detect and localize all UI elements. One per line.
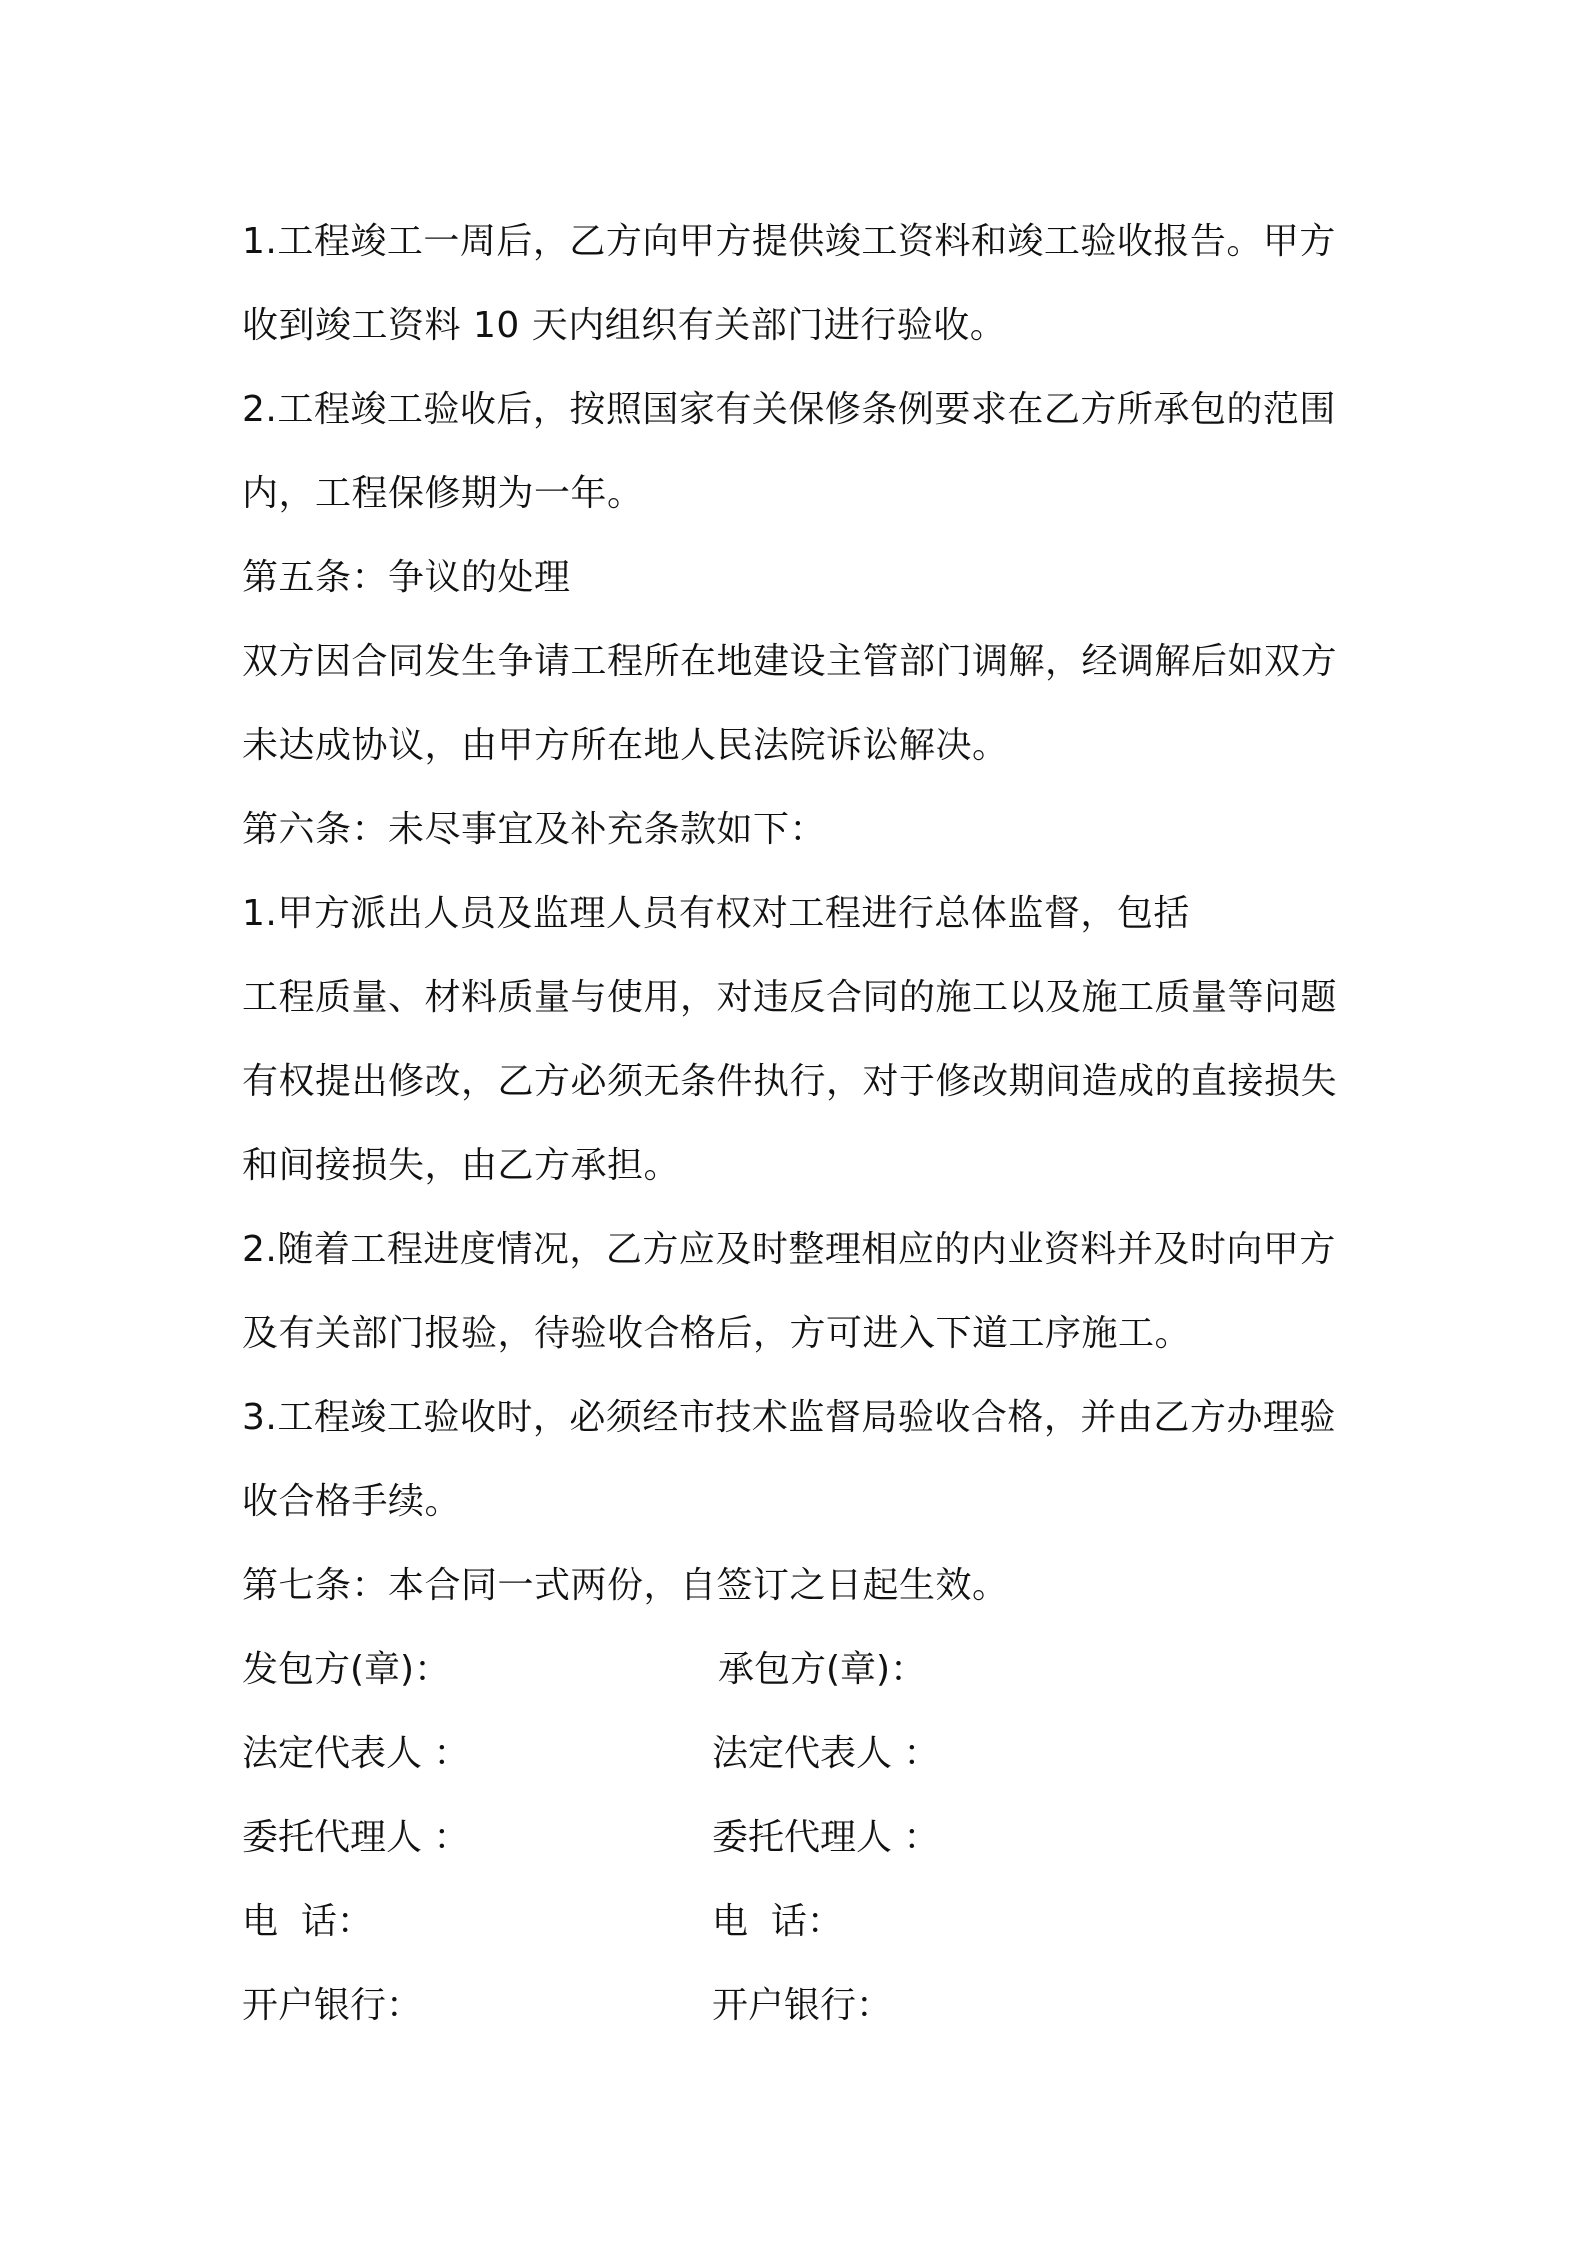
signature-row-phone bbox=[242, 1880, 1362, 1964]
paragraph-line: 双方因合同发生争请工程所在地建设主管部门调解，经调解后如双方 bbox=[242, 641, 1338, 682]
section-heading: 第五条：争议的处理 bbox=[242, 557, 571, 598]
contractor-bank-label: 开户银行： bbox=[712, 1985, 893, 2026]
paragraph-line: 3.工程竣工验收时，必须经市技术监督局验收合格，并由乙方办理验 bbox=[242, 1397, 1336, 1438]
section-heading: 第六条：未尽事宜及补充条款如下： bbox=[242, 809, 827, 850]
signature-row-agent bbox=[242, 1796, 1362, 1880]
paragraph-line: 收到竣工资料 10 天内组织有关部门进行验收。 bbox=[242, 305, 1007, 346]
paragraph-line: 工程质量、材料质量与使用，对违反合同的施工以及施工质量等问题 bbox=[242, 977, 1338, 1018]
paragraph-line: 内，工程保修期为一年。 bbox=[242, 473, 644, 514]
contractor-legal-rep-label: 法定代表人 ： bbox=[712, 1733, 940, 1774]
employer-agent-label: 委托代理人 ： bbox=[242, 1817, 470, 1858]
paragraph-line: 及有关部门报验，待验收合格后，方可进入下道工序施工。 bbox=[242, 1313, 1192, 1354]
signature-row-legal-rep bbox=[242, 1712, 1362, 1796]
paragraph-line: 2.随着工程进度情况，乙方应及时整理相应的内业资料并及时向甲方 bbox=[242, 1229, 1336, 1270]
signature-row-seal bbox=[242, 1628, 1362, 1712]
contractor-agent-label: 委托代理人 ： bbox=[712, 1817, 940, 1858]
document-body bbox=[242, 200, 1362, 2048]
paragraph-line: 收合格手续。 bbox=[242, 1481, 462, 1522]
paragraph-line: 有权提出修改，乙方必须无条件执行，对于修改期间造成的直接损失 bbox=[242, 1061, 1338, 1102]
section-heading: 第七条：本合同一式两份，自签订之日起生效。 bbox=[242, 1565, 1009, 1606]
contractor-phone-label: 电 话： bbox=[712, 1901, 843, 1942]
employer-phone-label: 电 话： bbox=[242, 1901, 373, 1942]
paragraph-line: 1.工程竣工一周后，乙方向甲方提供竣工资料和竣工验收报告。甲方 bbox=[242, 221, 1336, 262]
employer-legal-rep-label: 法定代表人 ： bbox=[242, 1733, 470, 1774]
paragraph-line: 1.甲方派出人员及监理人员有权对工程进行总体监督，包括 bbox=[242, 893, 1190, 934]
employer-seal-label: 发包方(章)： bbox=[242, 1649, 451, 1690]
paragraph-line: 和间接损失，由乙方承担。 bbox=[242, 1145, 681, 1186]
paragraph-line: 未达成协议，由甲方所在地人民法院诉讼解决。 bbox=[242, 725, 1009, 766]
signature-row-bank bbox=[242, 1964, 1362, 2048]
paragraph-line: 2.工程竣工验收后，按照国家有关保修条例要求在乙方所承包的范围 bbox=[242, 389, 1336, 430]
employer-bank-label: 开户银行： bbox=[242, 1985, 423, 2026]
contractor-seal-label: 承包方(章)： bbox=[718, 1649, 927, 1690]
